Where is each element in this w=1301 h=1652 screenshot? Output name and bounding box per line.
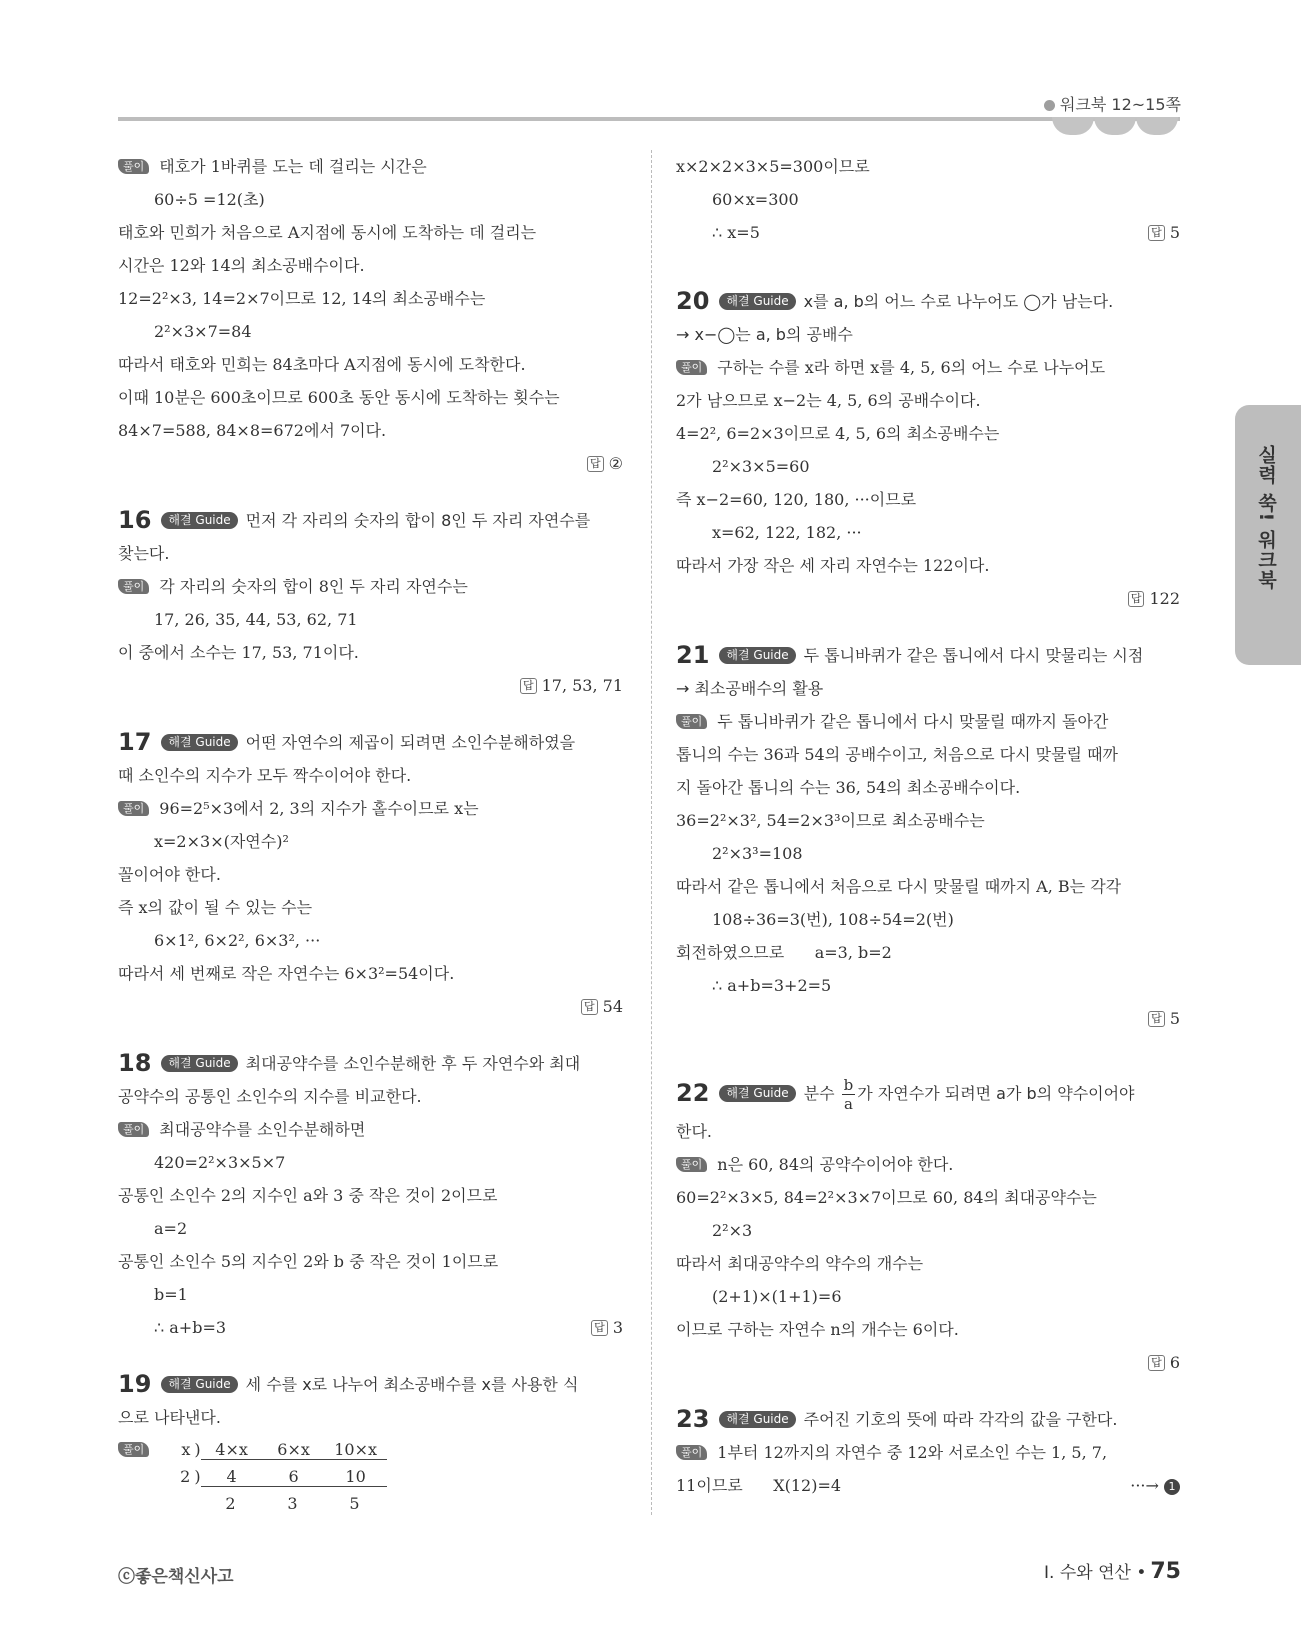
solution-badge: 풀이	[676, 1157, 707, 1172]
guide-badge: 해결 Guide	[161, 734, 237, 751]
guide-badge: 해결 Guide	[719, 1411, 795, 1428]
page-footer	[1044, 1558, 1181, 1584]
fraction: $\frac{b}{a}$	[843, 1076, 854, 1113]
solution-badge: 풀이	[118, 801, 149, 816]
guide-badge: 해결 Guide	[161, 1376, 237, 1393]
side-tab	[1235, 405, 1301, 665]
problem-22: 22 해결 Guide 분수 $\frac{b}{a}$ 가 자연수가 되려면 a가 b의 약수이어야 한다. 풀이 n은 60, 84의 공약수이어야 한다. 60=2²×3×5, 84=2²×3×7이므로 60, 84의 최대공약수는 2²×3 따라서 최대공약수의 약수의 개수는 (2+1)×(1+1)=6 이므로 구하는 자연수 n의 개수는 6이다. 답 6	[676, 1071, 1180, 1379]
header-scallop	[1094, 117, 1136, 135]
left-column	[118, 150, 623, 1517]
answer: 답 122	[676, 582, 1180, 615]
problem-17: 17 해결 Guide 어떤 자연수의 제곱이 되려면 소인수분해하였을 때 소인수의 지수가 모두 짝수이어야 한다. 풀이 96=2⁵×3에서 2, 3의 지수가 홀수이므로 x는 x=2×3×(자연수)² 꼴이어야 한다. 즉 x의 값이 될 수 있는 수는 6×1², 6×2², 6×3², ··· 따라서 세 번째로 작은 자연수는 6×3²=54이다. 답 54	[118, 726, 623, 1023]
chapter-title: Ⅰ. 수와 연산 •	[1044, 1563, 1147, 1583]
problem-19-continuation: x×2×2×3×5=300이므로 60×x=300 ∴ x=5 답 5	[676, 150, 1180, 249]
header-scallop	[1136, 117, 1178, 135]
problem-number: 16	[118, 506, 152, 534]
step-marker: ···→ 1	[1130, 1469, 1180, 1502]
page-number: 75	[1150, 1559, 1181, 1584]
guide-badge: 해결 Guide	[719, 1085, 795, 1102]
problem-number: 23	[676, 1405, 710, 1433]
problem-18: 18 해결 Guide 최대공약수를 소인수분해한 후 두 자연수와 최대 공약수의 공통인 소인수의 지수를 비교한다. 풀이 최대공약수를 소인수분해하면 420=2²×3×5×7 공통인 소인수 2의 지수인 a와 3 중 작은 것이 2이므로 a=2 공통인 소인수 5의 지수인 2와 b 중 작은 것이 1이므로 b=1 ∴ a+b=3 답 3	[118, 1047, 623, 1344]
problem-16: 16 해결 Guide 먼저 각 자리의 숫자의 합이 8인 두 자리 자연수를 찾는다. 풀이 각 자리의 숫자의 합이 8인 두 자리 자연수는 17, 26, 35, 44, 53, 62, 71 이 중에서 소수는 17, 53, 71이다. 답 17, 53, 71	[118, 504, 623, 702]
column-divider	[651, 150, 652, 1515]
right-column	[676, 150, 1180, 1502]
answer: 답 3	[591, 1311, 623, 1344]
solution-badge: 풀이	[676, 714, 707, 729]
answer: 답 5	[1148, 216, 1180, 249]
problem-number: 20	[676, 287, 710, 315]
guide-badge: 해결 Guide	[161, 512, 237, 529]
solution-badge: 풀이	[118, 579, 149, 594]
problem-number: 22	[676, 1079, 710, 1107]
division-table: 풀이 x ) 4×x 6×x 10×x 2 ) 4 6 10 2 3 5	[118, 1436, 623, 1517]
answer: 답 54	[118, 990, 623, 1023]
problem-21: 21 해결 Guide 두 톱니바퀴가 같은 톱니에서 다시 맞물리는 시점 → 최소공배수의 활용 풀이 두 톱니바퀴가 같은 톱니에서 다시 맞물릴 때까지 돌아간 톱니의 수는 36과 54의 공배수이고, 처음으로 다시 맞물릴 때까 지 돌아간 톱니의 수는 36, 54의 최소공배수이다. 36=2²×3², 54=2×3³이므로 최소공배수는 2²×3³=108 따라서 같은 톱니에서 처음으로 다시 맞물릴 때까지 A, B는 각각 108÷36=3(번), 108÷54=2(번) 회전하였으므로 a=3, b=2 ∴ a+b=3+2=5 답 5	[676, 639, 1180, 1035]
answer: 답 ②	[118, 447, 623, 480]
solution-badge: 풀이	[118, 159, 149, 174]
bullet-dot-icon	[1044, 100, 1055, 111]
answer: 답 5	[676, 1002, 1180, 1035]
problem-19: 19 해결 Guide 세 수를 x로 나누어 최소공배수를 x를 사용한 식 으로 나타낸다. 풀이 x ) 4×x 6×x 10×x 2 ) 4 6 10 2 3 5	[118, 1368, 623, 1517]
problem-number: 17	[118, 728, 152, 756]
problem-number: 21	[676, 641, 710, 669]
solution-badge: 풀이	[118, 1442, 149, 1457]
header-rule	[118, 117, 1180, 121]
guide-badge: 해결 Guide	[161, 1055, 237, 1072]
step-number-icon: 1	[1164, 1479, 1180, 1495]
problem-20: 20 해결 Guide x를 a, b의 어느 수로 나누어도 ◯가 남는다. → x−◯는 a, b의 공배수 풀이 구하는 수를 x라 하면 x를 4, 5, 6의 어느 수로 나누어도 2가 남으므로 x−2는 4, 5, 6의 공배수이다. 4=2², 6=2×3이므로 4, 5, 6의 최소공배수는 2²×3×5=60 즉 x−2=60, 120, 180, ···이므로 x=62, 122, 182, ··· 따라서 가장 작은 세 자리 자연수는 122이다. 답 122	[676, 285, 1180, 615]
problem-number: 19	[118, 1370, 152, 1398]
problem-23: 23 해결 Guide 주어진 기호의 뜻에 따라 각각의 값을 구한다. 풀이 1부터 12까지의 자연수 중 12와 서로소인 수는 1, 5, 7, 11이므로 X(12)=4 ···→ 1	[676, 1403, 1180, 1502]
publisher-logo: ⓒ좋은책신사고	[118, 1567, 234, 1587]
problem-15-solution: 풀이 태호가 1바퀴를 도는 데 걸리는 시간은 60÷5 =12(초) 태호와 민희가 처음으로 A지점에 동시에 도착하는 데 걸리는 시간은 12와 14의 최소공배수이다. 12=2²×3, 14=2×7이므로 12, 14의 최소공배수는 2²×3×7=84 따라서 태호와 민희는 84초마다 A지점에 동시에 도착한다. 이때 10분은 600초이므로 600초 동안 동시에 도착하는 횟수는 84×7=588, 84×8=672에서 7이다. 답 ②	[118, 150, 623, 480]
problem-number: 18	[118, 1049, 152, 1077]
guide-badge: 해결 Guide	[719, 293, 795, 310]
answer: 답 6	[676, 1346, 1180, 1379]
solution-badge: 풀이	[676, 360, 707, 375]
side-tab-label: 실력 쑥! 워크북	[1255, 445, 1277, 590]
header-scallop	[1052, 117, 1094, 135]
answer: 답 17, 53, 71	[118, 669, 623, 702]
solution-badge: 풀이	[118, 1122, 149, 1137]
solution-badge: 풀이	[676, 1445, 707, 1460]
workbook-reference: 워크북 12~15쪽	[1044, 92, 1181, 115]
guide-badge: 해결 Guide	[719, 647, 795, 664]
